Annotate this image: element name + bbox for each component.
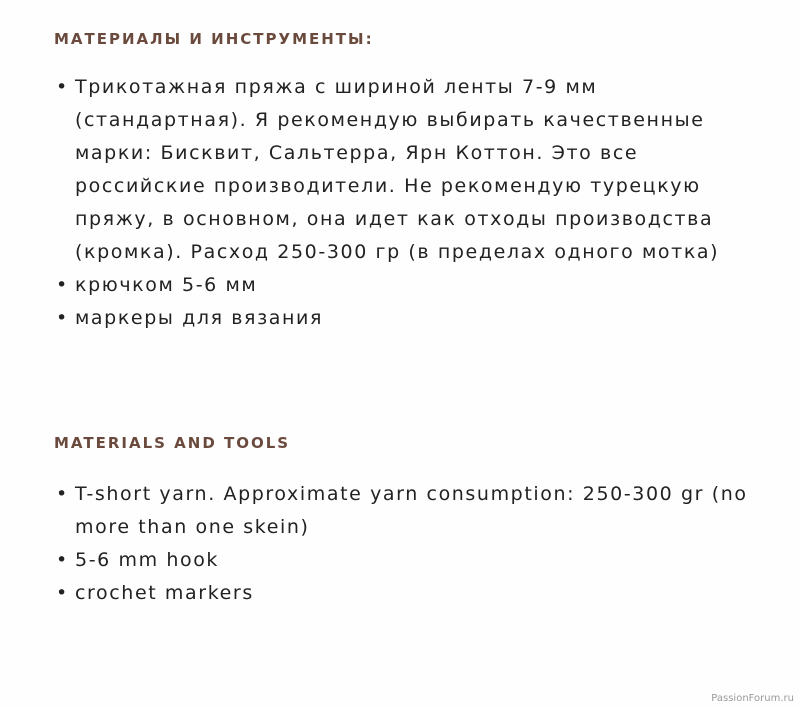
list-item-text: маркеры для вязания <box>75 307 324 329</box>
section-heading-ru: МАТЕРИАЛЫ И ИНСТРУМЕНТЫ: <box>54 30 374 48</box>
list-item-text: крючком 5-6 мм <box>75 274 258 296</box>
list-item <box>54 577 754 610</box>
list-item-text: 5-6 mm hook <box>75 549 220 571</box>
watermark: PassionForum.ru <box>711 693 794 704</box>
list-item <box>54 71 754 269</box>
bullet-icon: • <box>56 274 69 296</box>
bullet-icon: • <box>56 483 69 505</box>
list-item-text: T-short yarn. Approximate yarn consumption: 250-300 gr (no more than one skein) <box>75 483 748 538</box>
list-item <box>54 544 754 577</box>
list-item-text: crochet markers <box>75 582 254 604</box>
bullet-icon: • <box>56 549 69 571</box>
bullet-icon: • <box>56 307 69 329</box>
list-item <box>54 478 754 544</box>
materials-list-ru <box>54 71 754 335</box>
bullet-icon: • <box>56 582 69 604</box>
materials-list-en <box>54 478 754 610</box>
bullet-icon: • <box>56 76 69 98</box>
list-item <box>54 302 754 335</box>
section-heading-en: MATERIALS AND TOOLS <box>54 434 291 452</box>
list-item <box>54 269 754 302</box>
list-item-text: Трикотажная пряжа с шириной ленты 7-9 мм (стандартная). Я рекомендую выбирать качественные марки: Бисквит, Сальтерра, Ярн Коттон. Это все российские производители. Не рекомендую турецкую пряжу, в основном, она идет как отходы производства (кромка). Расход 250-300 гр (в пределах одного мотка) <box>75 76 720 263</box>
